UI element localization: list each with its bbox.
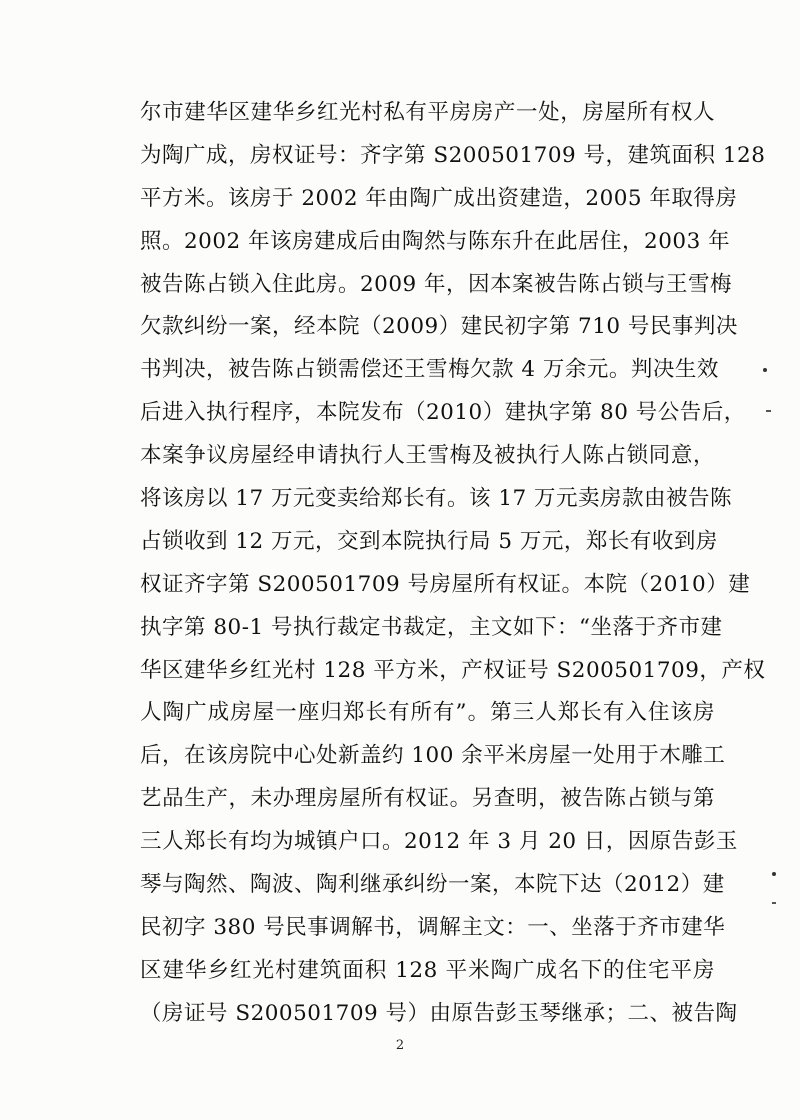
text-line: 民初字 380 号民事调解书，调解主文：一、坐落于齐市建华 [140,914,726,940]
scan-speck [763,368,767,372]
text-line: 权证齐字第 S200501709 号房屋所有权证。本院（2010）建 [140,571,751,597]
text-line: 后进入执行程序，本院发布（2010）建执字第 80 号公告后， [140,400,746,426]
page-number: 2 [395,1038,405,1053]
text-line: 尔市建华区建华乡红光村私有平房房产一处，房屋所有权人 [140,100,715,125]
text-line: 琴与陶然、陶波、陶利继承纠纷一案，本院下达（2012）建 [140,872,725,898]
text-line: 艺品生产，未办理房屋所有权证。另查明，被告陈占锁与第 [140,786,715,812]
text-line: 书判决，被告陈占锁需偿还王雪梅欠款 4 万余元。判决生效 [140,357,719,383]
scan-mark [766,410,771,412]
text-line: 人陶广成房屋一座归郑长有所有”。第三人郑长有入住该房 [140,700,715,726]
text-line: 占锁收到 12 万元，交到本院执行局 5 万元，郑长有收到房 [140,528,718,554]
scan-speck [772,872,776,876]
text-line: 三人郑长有均为城镇户口。2012 年 3 月 20 日，因原告彭玉 [140,829,738,855]
text-line: 执字第 80-1 号执行裁定书裁定，主文如下：“坐落于齐市建 [140,614,723,640]
body-text [140,92,766,1036]
text-line: 后，在该房院中心处新盖约 100 余平米房屋一处用于木雕工 [140,743,726,769]
text-line: 将该房以 17 万元变卖给郑长有。该 17 万元卖房款由被告陈 [140,486,733,512]
text-line: 华区建华乡红光村 128 平方米，产权证号 S200501709，产权 [140,657,766,683]
scan-mark [772,902,776,904]
text-line: （房证号 S200501709 号）由原告彭玉琴继承；二、被告陶 [140,1000,738,1026]
text-line: 区建华乡红光村建筑面积 128 平米陶广成名下的住宅平房 [140,957,715,983]
text-line: 平方米。该房于 2002 年由陶广成出资建造，2005 年取得房 [140,185,738,211]
text-line: 欠款纠纷一案，经本院（2009）建民初字第 710 号民事判决 [140,314,738,340]
text-line: 本案争议房屋经申请执行人王雪梅及被执行人陈占锁同意， [140,443,715,469]
text-line: 为陶广成，房权证号：齐字第 S200501709 号，建筑面积 128 [140,142,766,168]
text-line: 被告陈占锁入住此房。2009 年，因本案被告陈占锁与王雪梅 [140,271,733,297]
text-line: 照。2002 年该房建成后由陶然与陈东升在此居住，2003 年 [140,228,731,254]
